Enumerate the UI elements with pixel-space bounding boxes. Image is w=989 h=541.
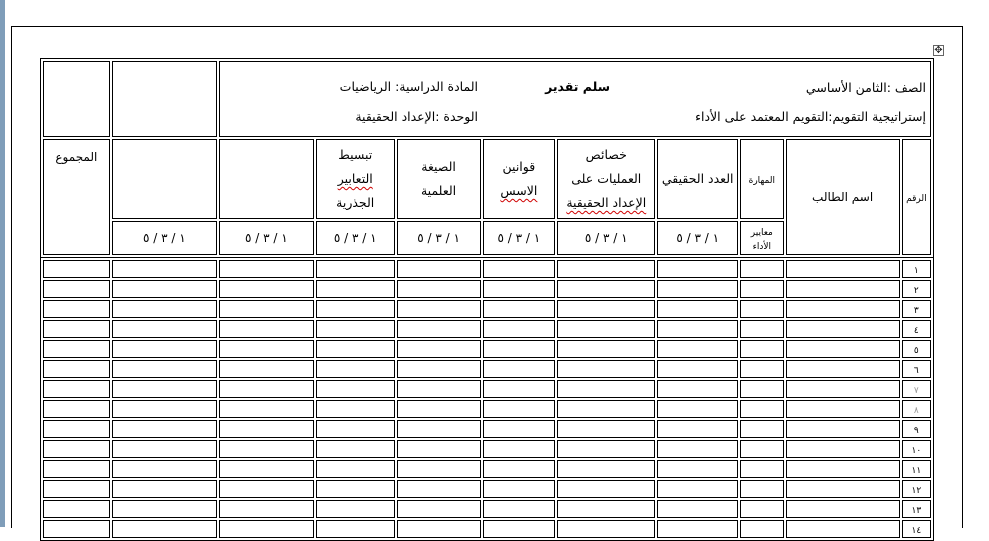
date-cell: ١ / ٣ / ٥ — [112, 221, 217, 255]
grade-cell[interactable] — [740, 520, 783, 538]
date-cell: ١ / ٣ / ٥ — [657, 221, 738, 255]
row-number: ٩ — [913, 426, 919, 436]
grade-cell[interactable] — [557, 500, 655, 518]
row-number-cell — [902, 360, 931, 378]
row-number: ٣ — [913, 306, 919, 316]
row-number-cell — [902, 380, 931, 398]
grade-cell[interactable] — [397, 420, 481, 438]
grade-cell[interactable] — [657, 300, 738, 318]
grade-cell[interactable] — [557, 480, 655, 498]
grade-cell[interactable] — [43, 420, 110, 438]
unit-label: الوحدة :الإعداد الحقيقية — [355, 109, 478, 124]
grade-cell[interactable] — [397, 380, 481, 398]
grade-cell[interactable] — [112, 420, 217, 438]
date-cell: ١ / ٣ / ٥ — [397, 221, 481, 255]
assessment-table-wrapper — [40, 58, 934, 536]
grade-cell[interactable] — [397, 300, 481, 318]
grade-cell[interactable] — [112, 340, 217, 358]
grade-cell[interactable] — [557, 360, 655, 378]
table-row — [43, 260, 931, 278]
row-number: ١ — [913, 266, 919, 276]
grade-cell[interactable] — [219, 300, 314, 318]
table-row — [43, 400, 931, 418]
grade-cell[interactable] — [740, 440, 783, 458]
grade-cell[interactable] — [657, 380, 738, 398]
student-rows-table — [40, 257, 934, 541]
grade-cell[interactable] — [483, 420, 556, 438]
grade-cell[interactable] — [483, 440, 556, 458]
grade-cell[interactable] — [316, 500, 395, 518]
table-row — [43, 340, 931, 358]
grade-cell[interactable] — [219, 400, 314, 418]
grade-cell[interactable] — [557, 300, 655, 318]
table-row — [43, 440, 931, 458]
grade-cell[interactable] — [557, 520, 655, 538]
grade-label: الصف :الثامن الأساسي — [805, 80, 926, 95]
grade-cell[interactable] — [786, 520, 900, 538]
grade-cell[interactable] — [219, 500, 314, 518]
grade-cell[interactable] — [316, 280, 395, 298]
grade-cell[interactable] — [740, 320, 783, 338]
grade-cell[interactable] — [740, 420, 783, 438]
grade-cell[interactable] — [43, 520, 110, 538]
grade-cell[interactable] — [219, 420, 314, 438]
grade-cell[interactable] — [43, 300, 110, 318]
grade-cell[interactable] — [397, 400, 481, 418]
grade-cell[interactable] — [43, 440, 110, 458]
grade-cell[interactable] — [43, 400, 110, 418]
grade-cell[interactable] — [316, 400, 395, 418]
skill-header: المهارة — [740, 139, 783, 219]
info-header-cell — [219, 61, 931, 137]
date-cell: ١ / ٣ / ٥ — [557, 221, 655, 255]
row-number: ٧ — [913, 386, 919, 396]
row-number: ١٤ — [911, 526, 922, 536]
row-number: ١٣ — [911, 506, 922, 516]
grade-cell[interactable] — [483, 480, 556, 498]
grade-cell[interactable] — [557, 460, 655, 478]
grade-cell[interactable] — [112, 320, 217, 338]
grade-cell[interactable] — [112, 400, 217, 418]
grade-cell[interactable] — [740, 460, 783, 478]
grade-cell[interactable] — [657, 420, 738, 438]
grade-cell[interactable] — [557, 320, 655, 338]
grade-cell[interactable] — [657, 500, 738, 518]
grade-cell[interactable] — [483, 380, 556, 398]
grade-cell[interactable] — [397, 440, 481, 458]
grade-cell[interactable] — [43, 480, 110, 498]
grade-cell[interactable] — [112, 380, 217, 398]
grade-cell[interactable] — [112, 480, 217, 498]
number-header: الرقم — [902, 139, 931, 255]
grade-cell[interactable] — [483, 520, 556, 538]
grade-cell[interactable] — [219, 440, 314, 458]
grade-cell[interactable] — [786, 320, 900, 338]
grade-cell[interactable] — [557, 340, 655, 358]
grade-cell[interactable] — [786, 300, 900, 318]
grade-cell[interactable] — [786, 280, 900, 298]
row-number-cell — [902, 300, 931, 318]
strategy-label: إستراتيجية التقويم:التقويم المعتمد على الأداء — [695, 109, 926, 124]
grade-cell[interactable] — [397, 360, 481, 378]
grade-cell[interactable] — [43, 260, 110, 278]
grade-cell[interactable] — [397, 260, 481, 278]
row-number: ١١ — [911, 466, 922, 476]
grade-cell[interactable] — [397, 320, 481, 338]
grade-cell[interactable] — [657, 260, 738, 278]
grade-cell[interactable] — [740, 340, 783, 358]
row-number-cell — [902, 500, 931, 518]
grade-cell[interactable] — [557, 440, 655, 458]
grade-cell[interactable] — [316, 360, 395, 378]
row-number-cell — [902, 340, 931, 358]
grade-cell[interactable] — [557, 420, 655, 438]
subject-label: المادة الدراسية: الرياضيات — [339, 79, 478, 94]
skill-header-5: تبسيط التعابير الجذرية — [316, 139, 395, 219]
grade-cell[interactable] — [397, 280, 481, 298]
grade-cell[interactable] — [786, 500, 900, 518]
table-row — [43, 420, 931, 438]
grade-cell[interactable] — [740, 480, 783, 498]
grade-cell[interactable] — [786, 360, 900, 378]
grade-cell[interactable] — [557, 400, 655, 418]
grade-cell[interactable] — [657, 280, 738, 298]
grade-cell[interactable] — [219, 280, 314, 298]
row-number: ٢ — [913, 286, 919, 296]
row-number: ٨ — [913, 406, 919, 416]
grade-cell[interactable] — [786, 260, 900, 278]
grade-cell[interactable] — [740, 500, 783, 518]
date-cell: ١ / ٣ / ٥ — [483, 221, 556, 255]
grade-cell[interactable] — [483, 360, 556, 378]
grade-cell[interactable] — [657, 340, 738, 358]
table-row — [43, 280, 931, 298]
skill-header-1: العدد الحقيقي — [657, 139, 738, 219]
grade-cell[interactable] — [316, 260, 395, 278]
table-row — [43, 480, 931, 498]
skill-header-7 — [112, 139, 217, 219]
grade-cell[interactable] — [316, 340, 395, 358]
skill-header-2: خصائص العمليات على الإعداد الحقيقية — [557, 139, 655, 219]
grade-cell[interactable] — [657, 320, 738, 338]
grade-cell[interactable] — [740, 380, 783, 398]
grade-cell[interactable] — [316, 420, 395, 438]
grade-cell[interactable] — [219, 340, 314, 358]
grade-cell[interactable] — [316, 440, 395, 458]
grade-cell[interactable] — [219, 320, 314, 338]
table-row — [43, 300, 931, 318]
grade-cell[interactable] — [316, 480, 395, 498]
grade-cell[interactable] — [43, 460, 110, 478]
row-number-cell — [902, 400, 931, 418]
row-number-cell — [902, 440, 931, 458]
grade-cell[interactable] — [740, 360, 783, 378]
grade-cell[interactable] — [397, 520, 481, 538]
grade-cell[interactable] — [43, 280, 110, 298]
grade-cell[interactable] — [112, 360, 217, 378]
row-number: ٦ — [913, 366, 919, 376]
row-number-cell — [902, 260, 931, 278]
skill-header-4: الصيغة العلمية — [397, 139, 481, 219]
table-row — [43, 380, 931, 398]
grade-cell[interactable] — [786, 400, 900, 418]
grade-cell[interactable] — [316, 320, 395, 338]
grade-cell[interactable] — [112, 500, 217, 518]
rating-scale-table — [40, 58, 934, 258]
grade-cell[interactable] — [43, 340, 110, 358]
grade-cell[interactable] — [483, 340, 556, 358]
skill-header-3: قوانين الاسس — [483, 139, 556, 219]
grade-cell[interactable] — [112, 280, 217, 298]
table-move-handle-icon[interactable]: ✥ — [934, 45, 943, 56]
grade-cell[interactable] — [740, 300, 783, 318]
grade-cell[interactable] — [483, 460, 556, 478]
grade-cell[interactable] — [219, 460, 314, 478]
row-number-cell — [902, 420, 931, 438]
grade-cell[interactable] — [657, 440, 738, 458]
table-row — [43, 320, 931, 338]
total-header: المجموع — [43, 139, 110, 255]
grade-cell[interactable] — [397, 480, 481, 498]
row-number-cell — [902, 320, 931, 338]
grade-cell[interactable] — [483, 280, 556, 298]
grade-cell[interactable] — [740, 260, 783, 278]
row-number: ٤ — [913, 326, 919, 336]
info-blank-cell — [112, 61, 217, 137]
grade-cell[interactable] — [483, 300, 556, 318]
row-number: ١٢ — [911, 486, 922, 496]
table-row — [43, 460, 931, 478]
grade-cell[interactable] — [483, 260, 556, 278]
grade-cell[interactable] — [316, 380, 395, 398]
grade-cell[interactable] — [112, 460, 217, 478]
grade-cell[interactable] — [112, 300, 217, 318]
grade-cell[interactable] — [43, 500, 110, 518]
grade-cell[interactable] — [43, 380, 110, 398]
grade-cell[interactable] — [786, 340, 900, 358]
grade-cell[interactable] — [483, 400, 556, 418]
grade-cell[interactable] — [657, 460, 738, 478]
row-number-cell — [902, 280, 931, 298]
grade-cell[interactable] — [316, 300, 395, 318]
window-left-edge — [0, 0, 5, 527]
grade-cell[interactable] — [786, 460, 900, 478]
grade-cell[interactable] — [219, 520, 314, 538]
grade-cell[interactable] — [483, 500, 556, 518]
grade-cell[interactable] — [657, 400, 738, 418]
table-row — [43, 500, 931, 518]
date-cell: ١ / ٣ / ٥ — [219, 221, 314, 255]
grade-cell[interactable] — [397, 460, 481, 478]
grade-cell[interactable] — [43, 320, 110, 338]
table-row — [43, 360, 931, 378]
row-number-cell — [902, 460, 931, 478]
grade-cell[interactable] — [112, 440, 217, 458]
grade-cell[interactable] — [557, 280, 655, 298]
info-blank-cell — [43, 61, 110, 137]
grade-cell[interactable] — [219, 260, 314, 278]
document-title: سلم تقدير — [545, 79, 610, 94]
grade-cell[interactable] — [219, 360, 314, 378]
grade-cell[interactable] — [483, 320, 556, 338]
grade-cell[interactable] — [786, 380, 900, 398]
grade-cell[interactable] — [316, 460, 395, 478]
grade-cell[interactable] — [786, 480, 900, 498]
grade-cell[interactable] — [219, 380, 314, 398]
row-number: ١٠ — [911, 446, 922, 456]
grade-cell[interactable] — [740, 280, 783, 298]
grade-cell[interactable] — [43, 360, 110, 378]
grade-cell[interactable] — [740, 400, 783, 418]
grade-cell[interactable] — [657, 360, 738, 378]
grade-cell[interactable] — [657, 520, 738, 538]
grade-cell[interactable] — [557, 260, 655, 278]
grade-cell[interactable] — [397, 500, 481, 518]
table-row — [43, 520, 931, 538]
date-cell: ١ / ٣ / ٥ — [316, 221, 395, 255]
grade-cell[interactable] — [786, 420, 900, 438]
grade-cell[interactable] — [112, 520, 217, 538]
skill-header-6 — [219, 139, 314, 219]
row-number-cell — [902, 480, 931, 498]
row-number: ٥ — [913, 346, 919, 356]
grade-cell[interactable] — [786, 440, 900, 458]
student-name-header: اسم الطالب — [786, 139, 900, 255]
grade-cell[interactable] — [316, 520, 395, 538]
row-number-cell — [902, 520, 931, 538]
criteria-header: معايير الأداء — [740, 221, 783, 255]
grade-cell[interactable] — [657, 480, 738, 498]
grade-cell[interactable] — [557, 380, 655, 398]
grade-cell[interactable] — [219, 480, 314, 498]
grade-cell[interactable] — [112, 260, 217, 278]
grade-cell[interactable] — [397, 340, 481, 358]
